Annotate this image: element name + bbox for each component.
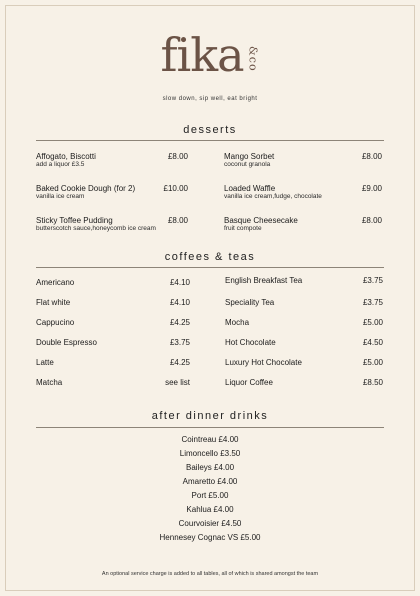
item-name: Loaded Waffle	[224, 184, 276, 193]
brand-logo	[0, 28, 420, 82]
item-price: £8.00	[361, 152, 382, 161]
menu-item-name: Latte	[36, 358, 54, 367]
drink-item: Limoncello £3.50	[179, 449, 241, 458]
item-price: £10.00	[163, 184, 188, 193]
item-name: Basque Cheesecake	[224, 216, 298, 225]
section-title-coffees: coffees & teas	[164, 251, 256, 263]
item-name: Sticky Toffee Pudding	[36, 216, 113, 225]
menu-item-name: Hot Chocolate	[225, 338, 276, 347]
menu-item	[224, 152, 274, 169]
item-description: fruit compote	[224, 225, 262, 233]
item-price: £4.25	[169, 318, 190, 327]
item-price: £4.10	[169, 278, 190, 287]
menu-item	[36, 216, 156, 233]
menu-item-name: Speciality Tea	[225, 298, 275, 307]
item-price: £3.75	[362, 298, 383, 307]
item-price: £5.00	[362, 318, 383, 327]
section-divider	[36, 267, 384, 268]
item-description: vanilla ice cream,fudge, chocolate	[224, 193, 322, 201]
item-name: Mango Sorbet	[224, 152, 275, 161]
drink-item: Amaretto £4.00	[182, 477, 238, 486]
item-description: butterscotch sauce,honeycomb ice cream	[36, 225, 156, 233]
item-price: see list	[165, 378, 190, 387]
item-description: coconut granola	[224, 161, 271, 169]
item-name: Baked Cookie Dough (for 2)	[36, 184, 136, 193]
item-price: £3.75	[169, 338, 190, 347]
menu-item-name: Flat white	[36, 298, 71, 307]
logo-suffix: &co	[246, 46, 260, 72]
tagline: slow down, sip well, eat bright	[162, 96, 258, 102]
menu-item	[224, 216, 298, 233]
section-title-desserts: desserts	[183, 124, 237, 136]
drink-item: Cointreau £4.00	[181, 435, 239, 444]
menu-item-name: English Breakfast Tea	[225, 276, 303, 285]
section-divider	[36, 140, 384, 141]
menu-item	[224, 184, 322, 201]
item-price: £8.00	[167, 152, 188, 161]
drink-item: Port £5.00	[191, 491, 229, 500]
menu-item-name: Mocha	[225, 318, 250, 327]
item-description: vanilla ice cream	[36, 193, 85, 201]
item-price: £5.00	[362, 358, 383, 367]
item-name: Affogato, Biscotti	[36, 152, 96, 161]
menu-item	[36, 152, 96, 169]
section-title-after-dinner: after dinner drinks	[151, 410, 269, 422]
menu-item-name: Cappucino	[36, 318, 75, 327]
after-dinner-list	[0, 433, 420, 545]
item-price: £4.10	[169, 298, 190, 307]
item-price: £3.75	[362, 276, 383, 285]
logo-wordmark: fika	[160, 28, 244, 82]
menu-item-name: Liquor Coffee	[225, 378, 273, 387]
menu-item-name: Matcha	[36, 378, 63, 387]
drink-item: Kahlua £4.00	[186, 505, 234, 514]
item-price: £4.50	[362, 338, 383, 347]
item-price: £8.50	[362, 378, 383, 387]
item-price: £4.25	[169, 358, 190, 367]
drink-item: Baileys £4.00	[185, 463, 235, 472]
item-price: £9.00	[361, 184, 382, 193]
item-price: £8.00	[167, 216, 188, 225]
item-price: £8.00	[361, 216, 382, 225]
drink-item: Hennesey Cognac VS £5.00	[159, 533, 261, 542]
menu-item-name: Americano	[36, 278, 75, 287]
menu-item-name: Double Espresso	[36, 338, 97, 347]
menu-item-name: Luxury Hot Chocolate	[225, 358, 302, 367]
menu-item	[36, 184, 135, 201]
drink-item: Courvoisier £4.50	[178, 519, 242, 528]
item-description: add a liquor £3.5	[36, 161, 85, 169]
service-charge-note: An optional service charge is added to all tables, all of which is shared amongst the team	[101, 571, 319, 577]
section-divider	[36, 427, 384, 428]
